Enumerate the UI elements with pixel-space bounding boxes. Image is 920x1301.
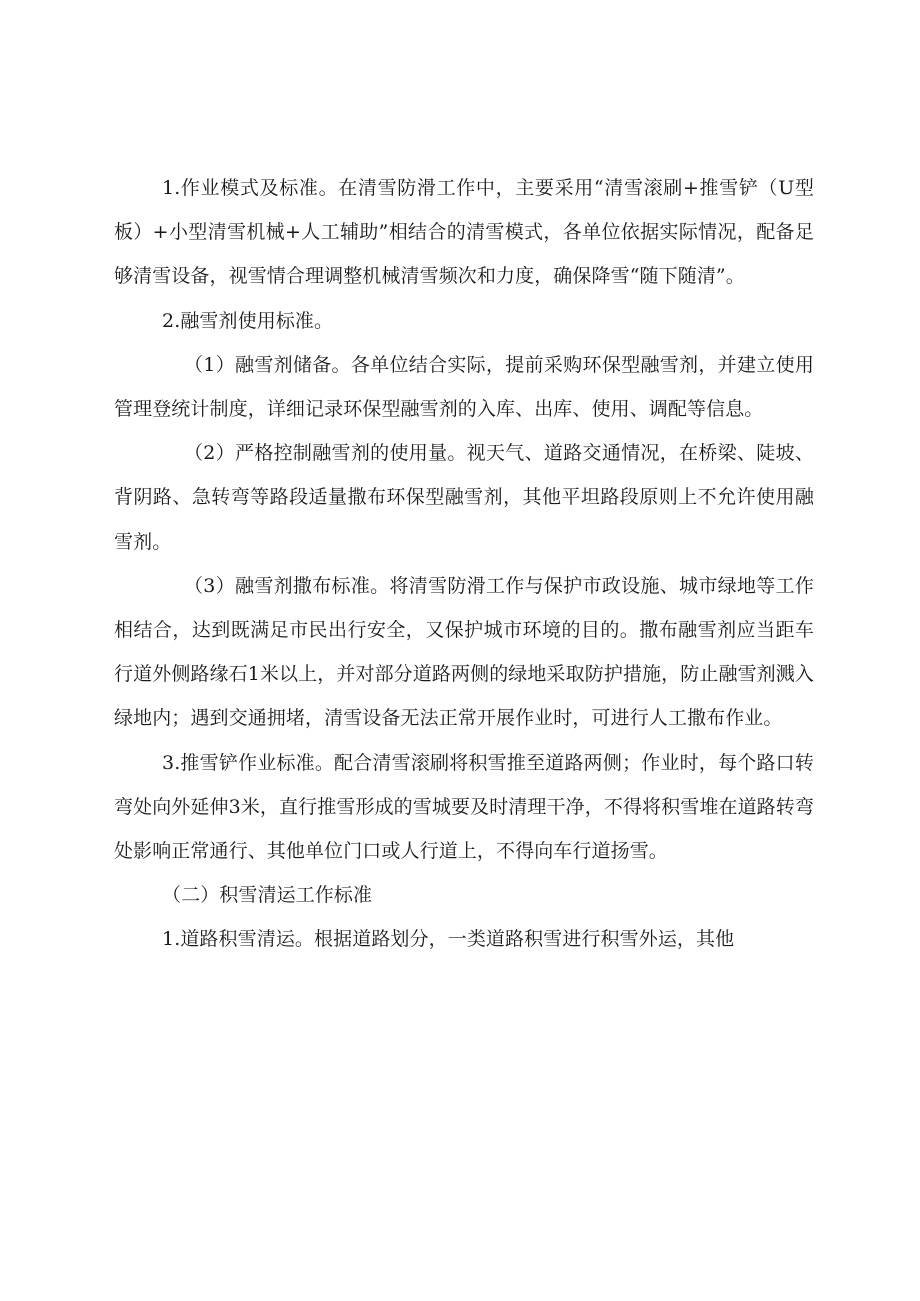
paragraph-deicer-standard-title: 2.融雪剂使用标准。 [162, 309, 334, 332]
document-body [114, 166, 814, 962]
paragraph-deicer-spreading: （3）融雪剂撒布标准。将清雪防滑工作与保护市政设施、城市绿地等工作相结合，达到既满足市民出行安全，又保护城市环境的目的。撒布融雪剂应当距车行道外侧路缘石1米以上，并对部分道路两侧的绿地采取防护措施，防止融雪剂溅入绿地内；遇到交通拥堵，清雪设备无法正常开展作业时，可进行人工撒布作业。 [114, 574, 814, 730]
paragraph-operation-mode: 1.作业模式及标准。在清雪防滑工作中，主要采用“清雪滚刷+推雪铲（U型板）+小型清雪机械+人工辅助”相结合的清雪模式，各单位依据实际情况，配备足够清雪设备，视雪情合理调整机械清雪频次和力度，确保降雪“随下随清”。 [114, 177, 814, 288]
paragraph-deicer-usage-control: （2）严格控制融雪剂的使用量。视天气、道路交通情况，在桥梁、陡坡、背阴路、急转弯等路段适量撒布环保型融雪剂，其他平坦路段原则上不允许使用融雪剂。 [114, 442, 814, 553]
section-heading-snow-removal: （二）积雪清运工作标准 [162, 884, 373, 907]
paragraph-snow-plow-standard: 3.推雪铲作业标准。配合清雪滚刷将积雪推至道路两侧；作业时，每个路口转弯处向外延伸3米，直行推雪形成的雪城要及时清理干净，不得将积雪堆在道路转弯处影响正常通行、其他单位门口或人行道上，不得向车行道扬雪。 [114, 751, 814, 863]
paragraph-road-snow-removal: 1.道路积雪清运。根据道路划分，一类道路积雪进行积雪外运，其他 [162, 928, 735, 951]
paragraph-deicer-storage: （1）融雪剂储备。各单位结合实际，提前采购环保型融雪剂，并建立使用管理登统计制度，详细记录环保型融雪剂的入库、出库、使用、调配等信息。 [114, 353, 814, 421]
